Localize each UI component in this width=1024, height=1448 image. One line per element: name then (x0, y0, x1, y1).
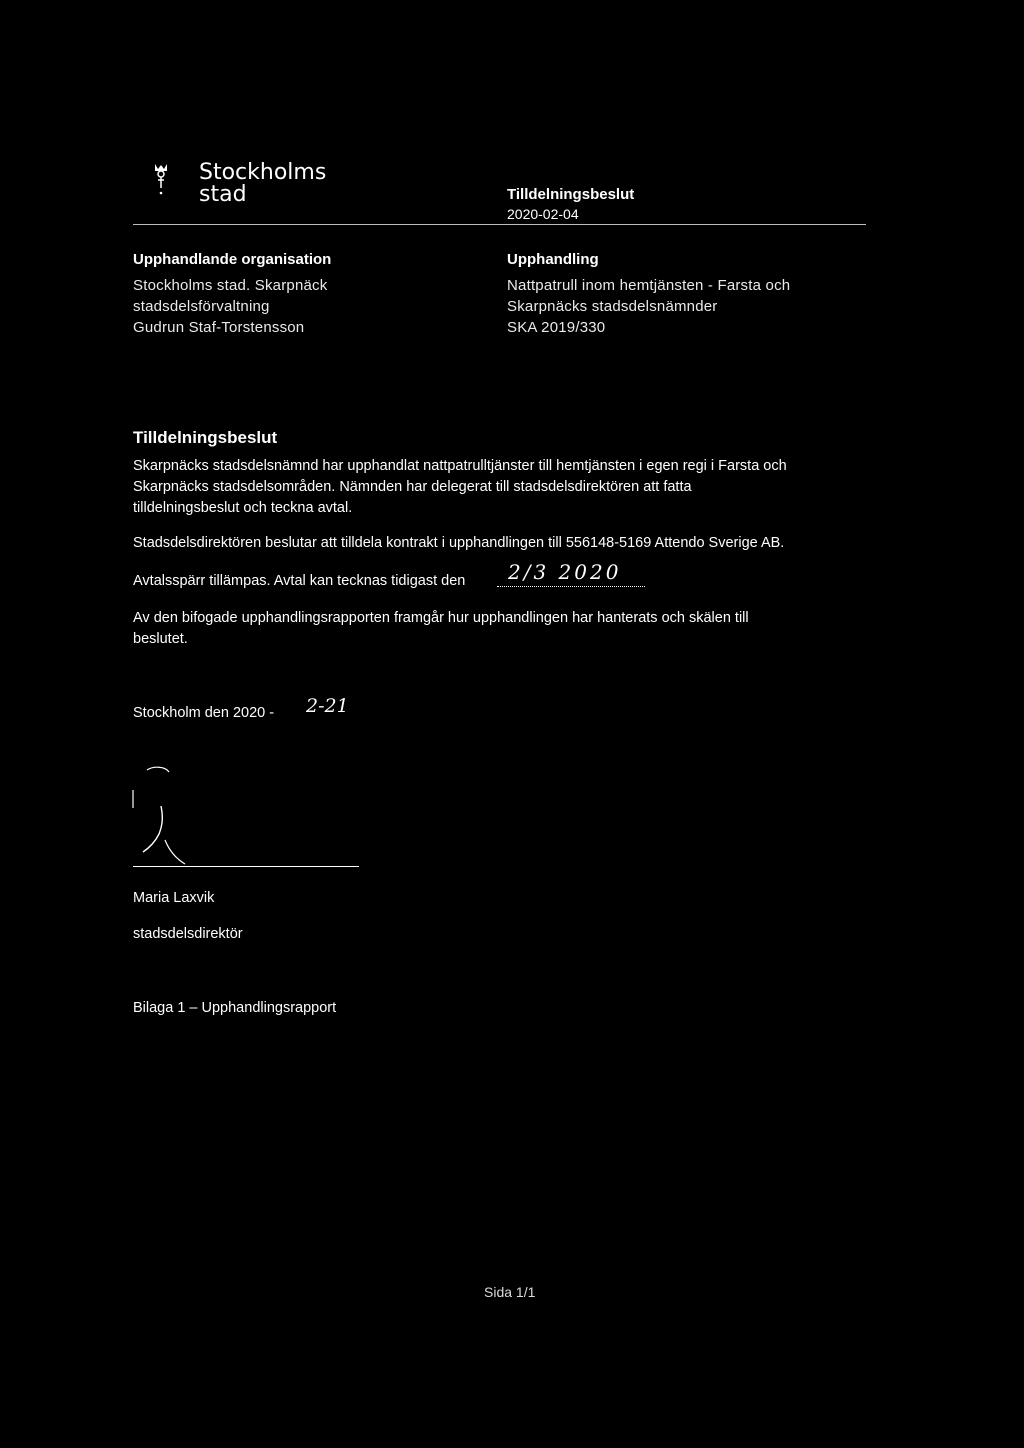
crown-emblem-icon (147, 160, 183, 200)
decision-paragraph-4 (133, 608, 749, 650)
paragraph-line: beslutet. (133, 631, 188, 647)
org-line: stadsdelsförvaltning (133, 298, 270, 315)
signatory-title: stadsdelsdirektör (133, 926, 243, 942)
decision-paragraph-2: Stadsdelsdirektören beslutar att tilldela kontrakt i upphandlingen till 556148-5169 Attendo Sverige AB. (133, 535, 785, 551)
org-heading: Upphandlande organisation (133, 251, 332, 268)
signatory-name: Maria Laxvik (133, 890, 215, 906)
signing-place-date: Stockholm den 2020 - (133, 705, 275, 721)
org-line: Gudrun Staf-Torstensson (133, 319, 305, 336)
document-date: 2020-02-04 (507, 206, 579, 222)
attachment-reference: Bilaga 1 – Upphandlingsrapport (133, 1000, 337, 1016)
org-line: Stockholms stad. Skarpnäck (133, 277, 328, 294)
paragraph-line: Skarpnäcks stadsdelsnämnd har upphandlat nattpatrulltjänster till hemtjänsten i egen regi i Farsta och (133, 458, 787, 474)
procurement-heading: Upphandling (507, 251, 599, 268)
signature-line (133, 866, 359, 867)
logo-line-2: stad (199, 182, 247, 207)
procurement-line: Nattpatrull inom hemtjänsten - Farsta och (507, 277, 791, 294)
paragraph-line: tilldelningsbeslut och teckna avtal. (133, 500, 353, 516)
procurement-line: Skarpnäcks stadsdelsnämnder (507, 298, 718, 315)
decision-paragraph-3: Avtalsspärr tillämpas. Avtal kan tecknas tidigast den (133, 573, 466, 589)
logo-line-1: Stockholms (199, 160, 327, 185)
logo-wordmark (199, 162, 326, 206)
decision-heading: Tilldelningsbeslut (133, 428, 278, 447)
document-type: Tilldelningsbeslut (507, 186, 635, 203)
handwritten-signature (125, 760, 285, 870)
paragraph-line: Av den bifogade upphandlingsrapporten framgår hur upphandlingen har hanterats och skälen till (133, 610, 749, 626)
procurement-line: SKA 2019/330 (507, 319, 606, 336)
handwritten-contract-date: 2/3 2020 (508, 560, 622, 584)
decision-paragraph-1 (133, 456, 787, 519)
paragraph-line: Skarpnäcks stadsdelsområden. Nämnden har delegerat till stadsdelsdirektören att fatta (133, 479, 692, 495)
date-fill-line (497, 586, 645, 587)
handwritten-signing-date: 2-21 (306, 695, 349, 717)
page-number: Sida 1/1 (484, 1284, 536, 1300)
stockholms-stad-logo (147, 160, 347, 210)
header-divider (133, 224, 866, 225)
